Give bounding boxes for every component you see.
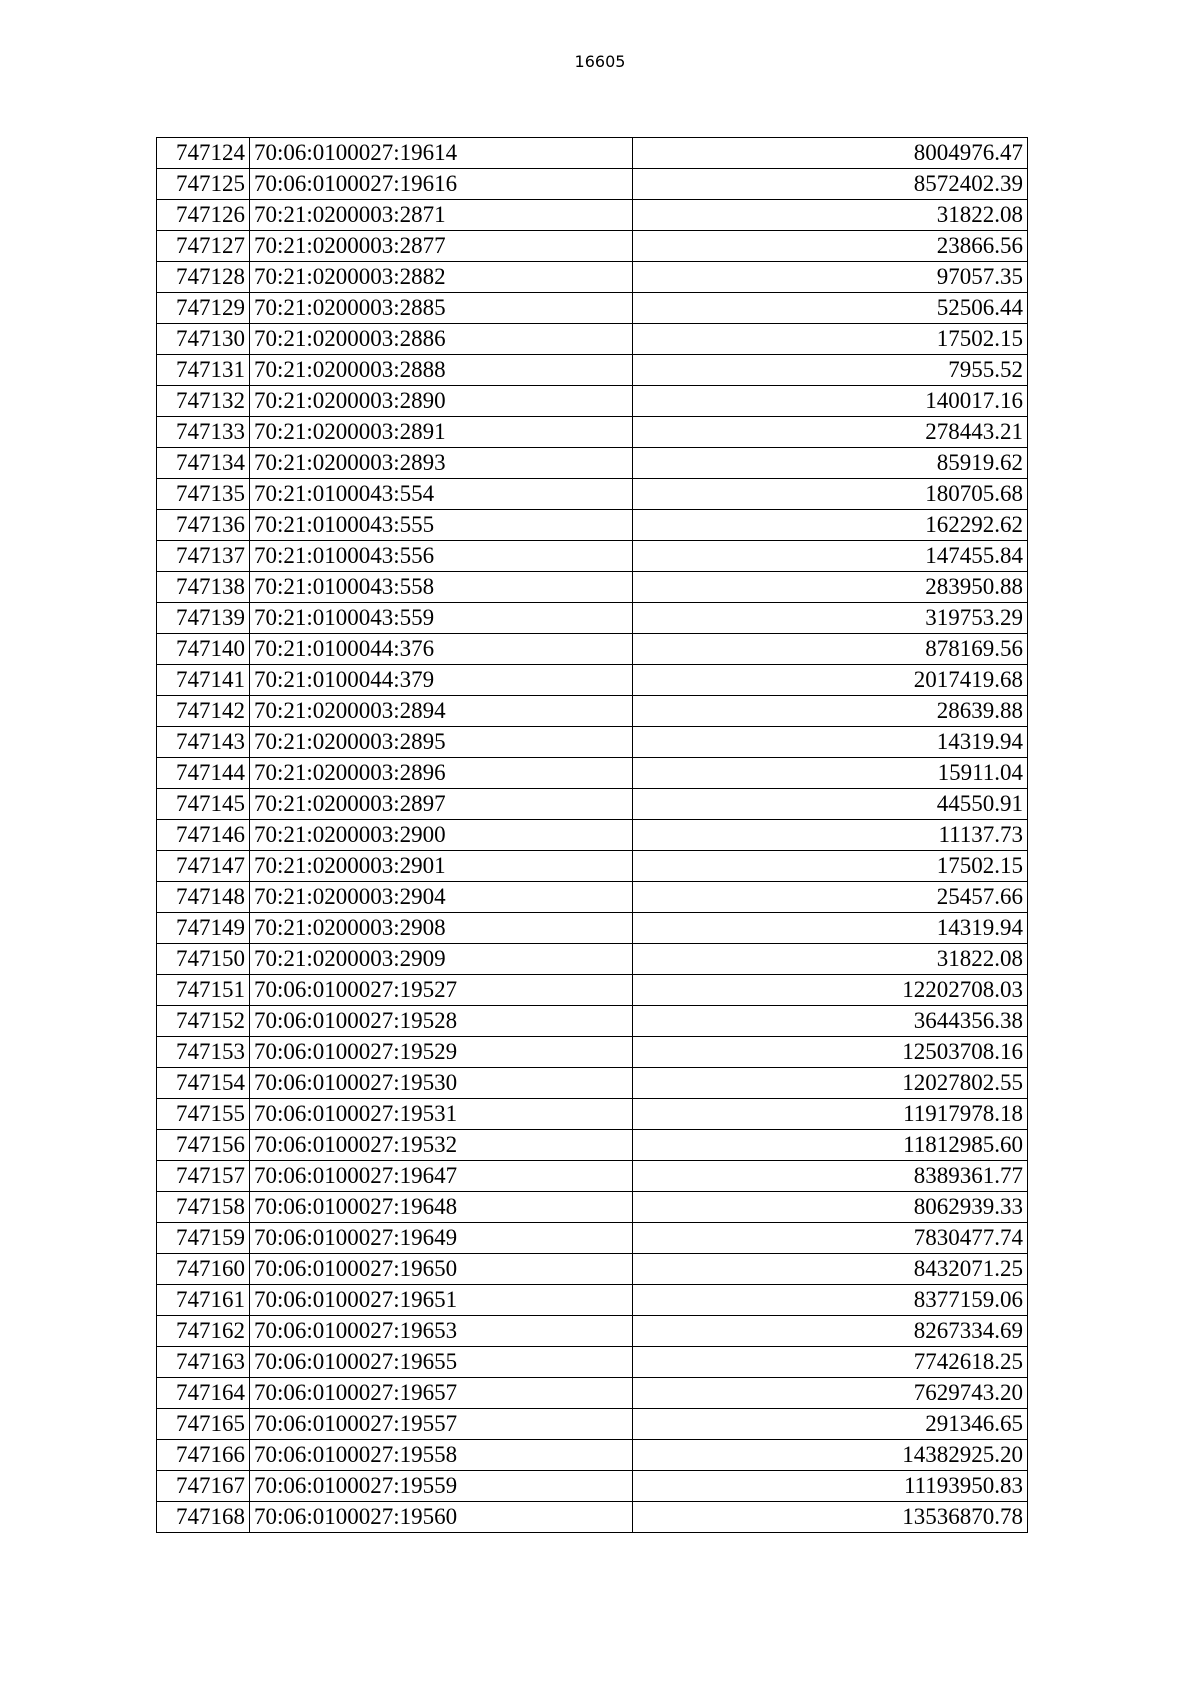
cadastral-value-cell: 140017.16	[633, 386, 1028, 417]
cadastral-number-cell: 70:21:0200003:2885	[250, 293, 633, 324]
table-row	[157, 665, 1028, 696]
cadastral-value-cell: 25457.66	[633, 882, 1028, 913]
cadastral-value-cell: 8267334.69	[633, 1316, 1028, 1347]
cadastral-number-cell: 70:06:0100027:19647	[250, 1161, 633, 1192]
table-row	[157, 603, 1028, 634]
table-row	[157, 727, 1028, 758]
row-number-cell: 747128	[157, 262, 250, 293]
cadastral-number-cell: 70:06:0100027:19655	[250, 1347, 633, 1378]
cadastral-number-cell: 70:21:0200003:2877	[250, 231, 633, 262]
row-number-cell: 747155	[157, 1099, 250, 1130]
row-number-cell: 747150	[157, 944, 250, 975]
cadastral-number-cell: 70:21:0100043:554	[250, 479, 633, 510]
table-row	[157, 231, 1028, 262]
row-number-cell: 747127	[157, 231, 250, 262]
table-row	[157, 448, 1028, 479]
row-number-cell: 747124	[157, 138, 250, 169]
table-row	[157, 417, 1028, 448]
cadastral-value-cell: 3644356.38	[633, 1006, 1028, 1037]
table-row	[157, 572, 1028, 603]
cadastral-number-cell: 70:21:0200003:2901	[250, 851, 633, 882]
cadastral-value-table	[156, 137, 1028, 1533]
cadastral-value-cell: 11812985.60	[633, 1130, 1028, 1161]
table-row	[157, 262, 1028, 293]
row-number-cell: 747143	[157, 727, 250, 758]
cadastral-value-cell: 278443.21	[633, 417, 1028, 448]
table-row	[157, 324, 1028, 355]
cadastral-value-cell: 12202708.03	[633, 975, 1028, 1006]
table-row	[157, 293, 1028, 324]
row-number-cell: 747145	[157, 789, 250, 820]
cadastral-number-cell: 70:21:0100043:559	[250, 603, 633, 634]
table-row	[157, 510, 1028, 541]
cadastral-number-cell: 70:21:0100043:558	[250, 572, 633, 603]
cadastral-value-cell: 7629743.20	[633, 1378, 1028, 1409]
table-row	[157, 634, 1028, 665]
cadastral-value-cell: 180705.68	[633, 479, 1028, 510]
table-row	[157, 944, 1028, 975]
cadastral-value-cell: 12027802.55	[633, 1068, 1028, 1099]
cadastral-value-cell: 283950.88	[633, 572, 1028, 603]
cadastral-value-cell: 52506.44	[633, 293, 1028, 324]
row-number-cell: 747142	[157, 696, 250, 727]
row-number-cell: 747149	[157, 913, 250, 944]
cadastral-number-cell: 70:06:0100027:19649	[250, 1223, 633, 1254]
cadastral-value-cell: 162292.62	[633, 510, 1028, 541]
table-row	[157, 1037, 1028, 1068]
cadastral-value-cell: 13536870.78	[633, 1502, 1028, 1533]
cadastral-number-cell: 70:06:0100027:19530	[250, 1068, 633, 1099]
row-number-cell: 747152	[157, 1006, 250, 1037]
row-number-cell: 747168	[157, 1502, 250, 1533]
table-row	[157, 1502, 1028, 1533]
table-row	[157, 1099, 1028, 1130]
row-number-cell: 747129	[157, 293, 250, 324]
row-number-cell: 747162	[157, 1316, 250, 1347]
table-row	[157, 479, 1028, 510]
cadastral-number-cell: 70:06:0100027:19557	[250, 1409, 633, 1440]
table-row	[157, 1471, 1028, 1502]
cadastral-value-cell: 8062939.33	[633, 1192, 1028, 1223]
row-number-cell: 747134	[157, 448, 250, 479]
cadastral-number-cell: 70:21:0100044:379	[250, 665, 633, 696]
cadastral-value-cell: 31822.08	[633, 944, 1028, 975]
row-number-cell: 747130	[157, 324, 250, 355]
cadastral-value-cell: 291346.65	[633, 1409, 1028, 1440]
table-row	[157, 913, 1028, 944]
table-row	[157, 1409, 1028, 1440]
cadastral-value-cell: 17502.15	[633, 851, 1028, 882]
row-number-cell: 747153	[157, 1037, 250, 1068]
cadastral-number-cell: 70:21:0100043:556	[250, 541, 633, 572]
row-number-cell: 747159	[157, 1223, 250, 1254]
cadastral-number-cell: 70:21:0100043:555	[250, 510, 633, 541]
cadastral-value-cell: 17502.15	[633, 324, 1028, 355]
cadastral-value-cell: 7742618.25	[633, 1347, 1028, 1378]
table-row	[157, 200, 1028, 231]
cadastral-number-cell: 70:06:0100027:19532	[250, 1130, 633, 1161]
cadastral-value-cell: 44550.91	[633, 789, 1028, 820]
row-number-cell: 747151	[157, 975, 250, 1006]
cadastral-value-cell: 8572402.39	[633, 169, 1028, 200]
row-number-cell: 747146	[157, 820, 250, 851]
cadastral-value-cell: 14382925.20	[633, 1440, 1028, 1471]
row-number-cell: 747147	[157, 851, 250, 882]
cadastral-number-cell: 70:21:0200003:2888	[250, 355, 633, 386]
table-row	[157, 1378, 1028, 1409]
table-row	[157, 541, 1028, 572]
table-row	[157, 1347, 1028, 1378]
cadastral-value-cell: 11917978.18	[633, 1099, 1028, 1130]
cadastral-value-cell: 14319.94	[633, 913, 1028, 944]
cadastral-number-cell: 70:21:0200003:2882	[250, 262, 633, 293]
row-number-cell: 747164	[157, 1378, 250, 1409]
row-number-cell: 747125	[157, 169, 250, 200]
cadastral-number-cell: 70:21:0200003:2891	[250, 417, 633, 448]
row-number-cell: 747160	[157, 1254, 250, 1285]
table-row	[157, 1130, 1028, 1161]
row-number-cell: 747157	[157, 1161, 250, 1192]
cadastral-value-cell: 878169.56	[633, 634, 1028, 665]
cadastral-value-cell: 11137.73	[633, 820, 1028, 851]
row-number-cell: 747132	[157, 386, 250, 417]
cadastral-number-cell: 70:21:0200003:2896	[250, 758, 633, 789]
table-row	[157, 1161, 1028, 1192]
row-number-cell: 747161	[157, 1285, 250, 1316]
cadastral-number-cell: 70:21:0200003:2900	[250, 820, 633, 851]
row-number-cell: 747165	[157, 1409, 250, 1440]
table-row	[157, 1285, 1028, 1316]
row-number-cell: 747135	[157, 479, 250, 510]
cadastral-number-cell: 70:21:0200003:2890	[250, 386, 633, 417]
cadastral-value-cell: 11193950.83	[633, 1471, 1028, 1502]
cadastral-number-cell: 70:06:0100027:19653	[250, 1316, 633, 1347]
cadastral-number-cell: 70:06:0100027:19559	[250, 1471, 633, 1502]
table-row	[157, 386, 1028, 417]
cadastral-number-cell: 70:21:0200003:2894	[250, 696, 633, 727]
row-number-cell: 747133	[157, 417, 250, 448]
cadastral-value-cell: 319753.29	[633, 603, 1028, 634]
cadastral-value-cell: 31822.08	[633, 200, 1028, 231]
table-row	[157, 820, 1028, 851]
table-row	[157, 758, 1028, 789]
table-row	[157, 1192, 1028, 1223]
row-number-cell: 747138	[157, 572, 250, 603]
cadastral-number-cell: 70:06:0100027:19657	[250, 1378, 633, 1409]
row-number-cell: 747136	[157, 510, 250, 541]
cadastral-value-cell: 7955.52	[633, 355, 1028, 386]
cadastral-value-cell: 15911.04	[633, 758, 1028, 789]
row-number-cell: 747166	[157, 1440, 250, 1471]
table-row	[157, 1068, 1028, 1099]
table-row	[157, 975, 1028, 1006]
cadastral-value-cell: 7830477.74	[633, 1223, 1028, 1254]
cadastral-number-cell: 70:21:0200003:2909	[250, 944, 633, 975]
cadastral-number-cell: 70:06:0100027:19651	[250, 1285, 633, 1316]
table-row	[157, 1254, 1028, 1285]
cadastral-number-cell: 70:06:0100027:19650	[250, 1254, 633, 1285]
cadastral-value-cell: 8377159.06	[633, 1285, 1028, 1316]
table-row	[157, 789, 1028, 820]
cadastral-value-cell: 2017419.68	[633, 665, 1028, 696]
row-number-cell: 747126	[157, 200, 250, 231]
cadastral-number-cell: 70:21:0200003:2904	[250, 882, 633, 913]
row-number-cell: 747139	[157, 603, 250, 634]
cadastral-number-cell: 70:06:0100027:19529	[250, 1037, 633, 1068]
cadastral-number-cell: 70:06:0100027:19528	[250, 1006, 633, 1037]
cadastral-number-cell: 70:06:0100027:19616	[250, 169, 633, 200]
cadastral-value-cell: 8004976.47	[633, 138, 1028, 169]
cadastral-number-cell: 70:21:0200003:2895	[250, 727, 633, 758]
cadastral-value-cell: 28639.88	[633, 696, 1028, 727]
cadastral-number-cell: 70:21:0200003:2908	[250, 913, 633, 944]
table-row	[157, 1223, 1028, 1254]
cadastral-value-cell: 14319.94	[633, 727, 1028, 758]
table-row	[157, 169, 1028, 200]
cadastral-value-cell: 147455.84	[633, 541, 1028, 572]
table-row	[157, 882, 1028, 913]
cadastral-value-cell: 8389361.77	[633, 1161, 1028, 1192]
cadastral-number-cell: 70:06:0100027:19558	[250, 1440, 633, 1471]
cadastral-value-cell: 97057.35	[633, 262, 1028, 293]
row-number-cell: 747144	[157, 758, 250, 789]
cadastral-number-cell: 70:21:0200003:2897	[250, 789, 633, 820]
row-number-cell: 747154	[157, 1068, 250, 1099]
row-number-cell: 747141	[157, 665, 250, 696]
row-number-cell: 747163	[157, 1347, 250, 1378]
table-row	[157, 696, 1028, 727]
table-row	[157, 355, 1028, 386]
row-number-cell: 747167	[157, 1471, 250, 1502]
cadastral-number-cell: 70:06:0100027:19560	[250, 1502, 633, 1533]
cadastral-number-cell: 70:21:0100044:376	[250, 634, 633, 665]
row-number-cell: 747156	[157, 1130, 250, 1161]
row-number-cell: 747137	[157, 541, 250, 572]
cadastral-number-cell: 70:21:0200003:2886	[250, 324, 633, 355]
row-number-cell: 747131	[157, 355, 250, 386]
table-row	[157, 1006, 1028, 1037]
cadastral-number-cell: 70:06:0100027:19531	[250, 1099, 633, 1130]
row-number-cell: 747140	[157, 634, 250, 665]
cadastral-number-cell: 70:21:0200003:2871	[250, 200, 633, 231]
cadastral-number-cell: 70:06:0100027:19648	[250, 1192, 633, 1223]
cadastral-number-cell: 70:21:0200003:2893	[250, 448, 633, 479]
cadastral-value-cell: 8432071.25	[633, 1254, 1028, 1285]
cadastral-value-cell: 23866.56	[633, 231, 1028, 262]
row-number-cell: 747148	[157, 882, 250, 913]
table-body	[157, 138, 1028, 1533]
cadastral-value-cell: 85919.62	[633, 448, 1028, 479]
page-number: 16605	[574, 52, 626, 71]
table-row	[157, 1316, 1028, 1347]
row-number-cell: 747158	[157, 1192, 250, 1223]
cadastral-number-cell: 70:06:0100027:19527	[250, 975, 633, 1006]
table-row	[157, 1440, 1028, 1471]
table-row	[157, 138, 1028, 169]
cadastral-number-cell: 70:06:0100027:19614	[250, 138, 633, 169]
cadastral-value-cell: 12503708.16	[633, 1037, 1028, 1068]
table-row	[157, 851, 1028, 882]
